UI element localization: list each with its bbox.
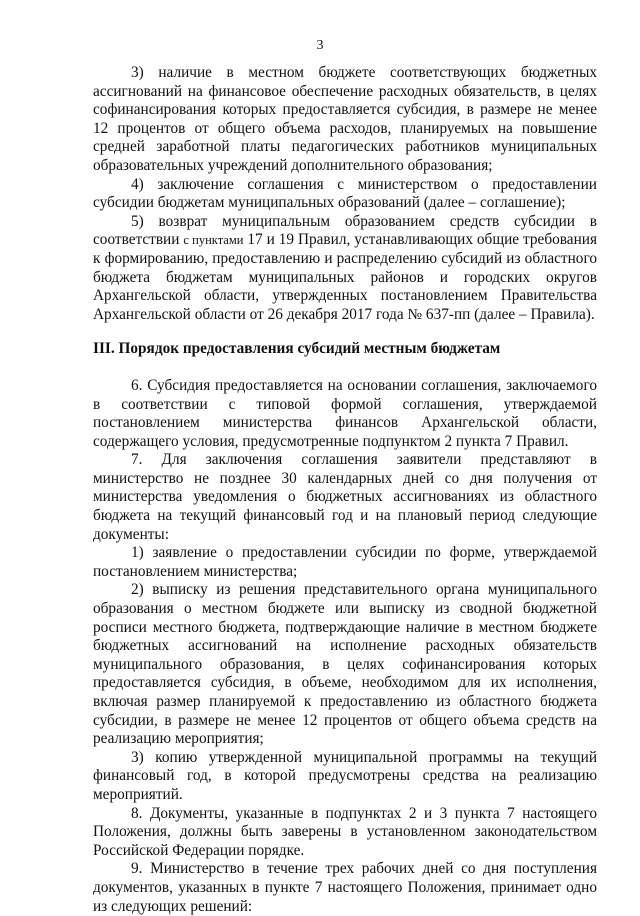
paragraph-item-5-small: с пунктами: [183, 233, 244, 248]
document-body: [93, 64, 597, 916]
page-number: 3: [316, 38, 324, 53]
paragraph-item-3: 3) наличие в местном бюджете соответствующих бюджетных ассигнований на финансовое обеспечение расходных обязательств, в целях софинансирования которых предоставляется субсидия, в размере не менее 12 процентов от общего объема расходов, планируемых на повышение средней заработной платы педагогических работников муниципальных образовательных учреждений дополнительного образования;: [93, 64, 597, 174]
paragraph-6: 6. Субсидия предоставляется на основании соглашения, заключаемого в соответствии с типовой формой соглашения, утверждаемой постановлением министерства финансов Архангельской области, содержащего условия, предусмотренные подпунктом 2 пункта 7 Правил.: [93, 376, 597, 450]
section-heading: III. Порядок предоставления субсидий местным бюджетам: [93, 340, 501, 358]
paragraph-item-5-start: 5) возврат муниципальным образованием средств субсидии в соответствии: [93, 212, 597, 249]
paragraph-item-4: 4) заключение соглашения с министерством о предоставлении субсидии бюджетам муниципальных образований (далее – соглашение);: [93, 175, 597, 212]
paragraph-7-item-1: 1) заявление о предоставлении субсидии по форме, утверждаемой постановлением министерства;: [93, 544, 597, 580]
paragraph-7-item-3: 3) копию утвержденной муниципальной программы на текущий финансовый год, в которой предусмотрены средства на реализацию мероприятий.: [93, 748, 597, 803]
paragraph-item-5-rest: 17 и 19 Правил, устанавливающих общие требования к формированию, предоставлению и распределению субсидий из областного бюджета бюджетам муниципальных районов и городских округов Архангельской области, утвержденных постановлением Правительства Архангельской области от 26 декабря 2017 года № 637-пп (далее – Правила).: [93, 231, 597, 323]
paragraph-8: 8. Документы, указанные в подпунктах 2 и 3 пункта 7 настоящего Положения, должны быть заверены в установленном законодательством Российской Федерации порядке.: [93, 804, 597, 859]
paragraph-7-item-2: 2) выписку из решения представительного органа муниципального образования о местном бюджете или выписку из сводной бюджетной росписи местного бюджета, подтверждающие наличие в местном бюджете бюджетных ассигнований на исполнение расходных обязательств муниципального образования, в целях софинансирования которых предоставляется субсидия, в объеме, необходимом для их исполнения, включая размер планируемой к предоставлению из областного бюджета субсидии, в размере не менее 12 процентов от общего объема средств на реализацию мероприятия;: [93, 581, 597, 748]
paragraph-9: 9. Министерство в течение трех рабочих дней со дня поступления документов, указанных в пункте 7 настоящего Положения, принимает одно из следующих решений:: [93, 860, 597, 915]
paragraph-item-5: [93, 213, 597, 325]
paragraph-7: 7. Для заключения соглашения заявители представляют в министерство не позднее 30 календарных дней со дня получения от министерства уведомления о бюджетных ассигнованиях из областного бюджета на текущий финансовый год и на плановый период следующие документы:: [93, 451, 597, 543]
